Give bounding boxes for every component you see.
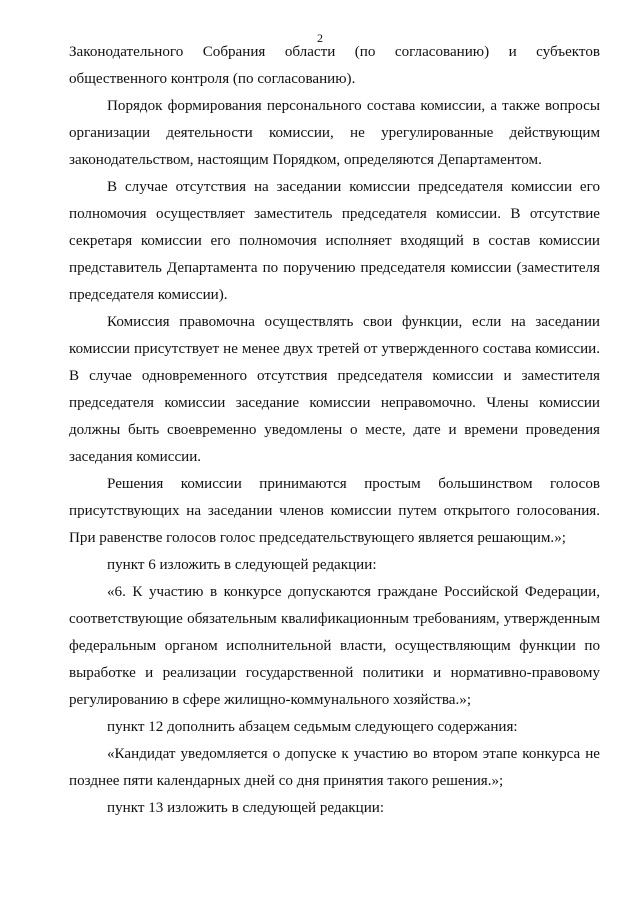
paragraph-continuation: Законодательного Собрания области (по согласованию) и субъектов общественного контроля (по согласованию). (69, 44, 600, 87)
paragraph-point-12-text: «Кандидат уведомляется о допуске к участию во втором этапе конкурса не позднее пяти календарных дней со дня принятия такого решения.»; (69, 746, 600, 789)
document-body (69, 39, 600, 822)
paragraph-commission-composition: Порядок формирования персонального состава комиссии, а также вопросы организации деятельности комиссии, не урегулированные действующим законодательством, настоящим Порядком, определяются Департаментом. (69, 98, 600, 168)
paragraph-point-6-intro: пункт 6 изложить в следующей редакции: (107, 557, 377, 573)
paragraph-point-13-intro: пункт 13 изложить в следующей редакции: (107, 800, 385, 816)
paragraph-point-12-intro: пункт 12 дополнить абзацем седьмым следующего содержания: (107, 719, 518, 735)
paragraph-point-6-text: «6. К участию в конкурсе допускаются граждане Российской Федерации, соответствующие обязательным квалификационным требованиям, утвержденным федеральным органом исполнительной власти, осуществляющим функции по выработке и реализации государственной политики и нормативно-правовому регулированию в сфере жилищно-коммунального хозяйства.»; (69, 584, 600, 708)
paragraph-quorum: Комиссия правомочна осуществлять свои функции, если на заседании комиссии присутствует не менее двух третей от утвержденного состава комиссии. В случае одновременного отсутствия председателя комиссии и заместителя председателя комиссии заседание комиссии неправомочно. Члены комиссии должны быть своевременно уведомлены о месте, дате и времени проведения заседания комиссии. (69, 314, 600, 465)
paragraph-chair-absence: В случае отсутствия на заседании комиссии председателя комиссии его полномочия осуществляет заместитель председателя комиссии. В отсутствие секретаря комиссии его полномочия исполняет входящий в состав комиссии представитель Департамента по поручению председателя комиссии (заместителя председателя комиссии). (69, 179, 600, 303)
page-number: 2 (317, 31, 323, 45)
paragraph-decisions: Решения комиссии принимаются простым большинством голосов присутствующих на заседании членов комиссии путем открытого голосования. При равенстве голосов голос председательствующего является решающим.»; (69, 476, 600, 546)
